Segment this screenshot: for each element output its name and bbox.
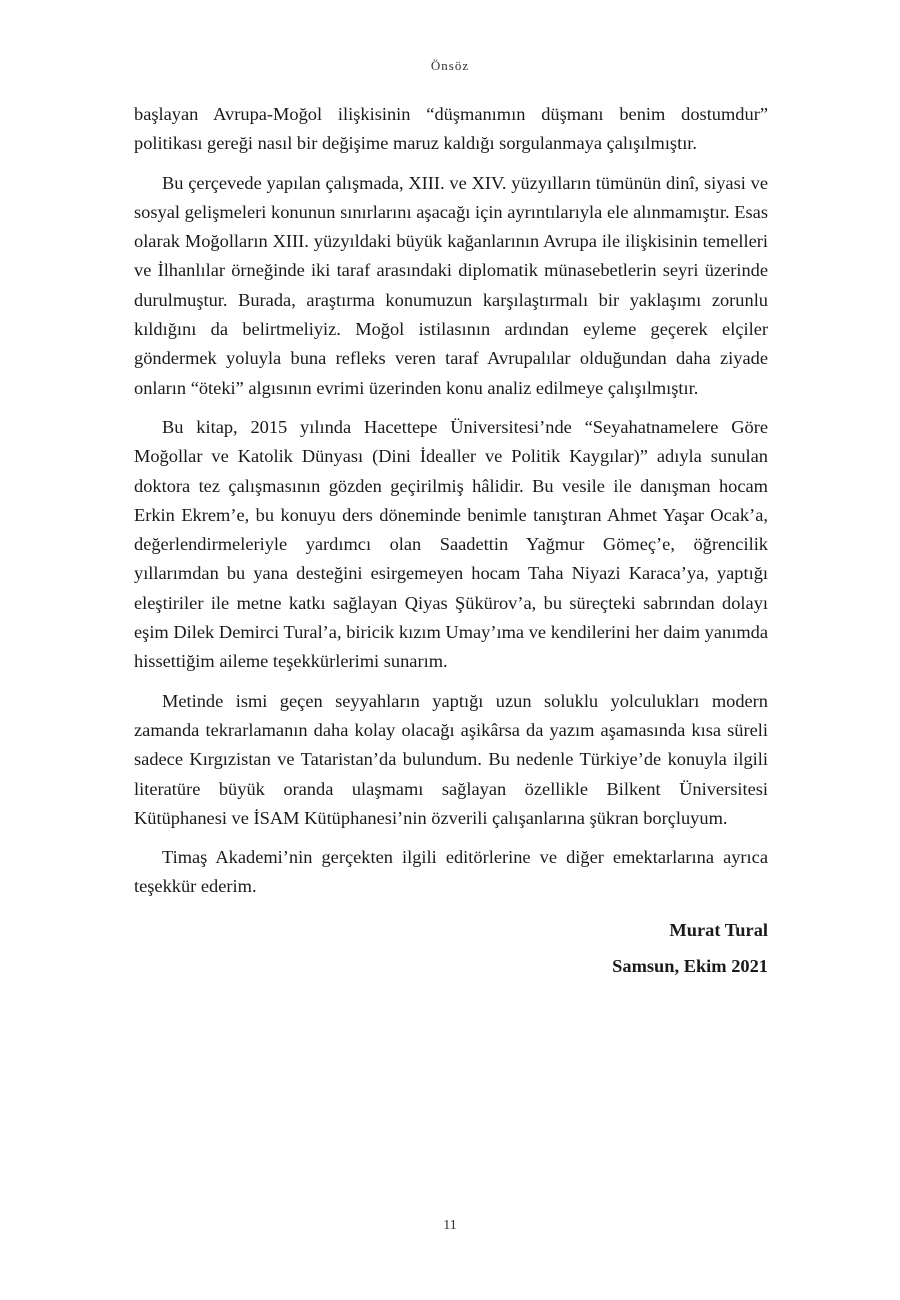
author-name: Murat Tural: [669, 919, 768, 940]
paragraph-libraries: Metinde ismi geçen seyyahların yaptığı uzun soluklu yolculukları modern zamanda tekrarlamanın daha kolay olacağı aşikârsa da yazım aşamasında kısa süreli sadece Kırgızistan ve Tataristan’da bulundum. Bu nedenle Türkiye’de konuyla ilgili literatüre büyük oranda ulaşmamı sağlayan özellikle Bilkent Üniversitesi Kütüphanesi ve İSAM Kütüphanesi’nin özverili çalışanlarına şükran borçluyum.: [134, 690, 768, 828]
paragraph-continued: başlayan Avrupa-Moğol ilişkisinin “düşmanımın düşmanı benim dostumdur” politikası gereği nasıl bir değişime maruz kaldığı sorgulanmaya çalışılmıştır.: [134, 104, 768, 154]
running-header: Önsöz: [430, 58, 470, 73]
body-text: [134, 100, 768, 984]
place-date: Samsun, Ekim 2021: [612, 955, 768, 976]
paragraph-publisher-thanks: Timaş Akademi’nin gerçekten ilgili editörlerine ve diğer emektarlarına ayrıca teşekkür ederim.: [134, 847, 768, 897]
page-number: 11: [443, 1218, 457, 1233]
signature-block: [134, 912, 768, 984]
paragraph-scope: Bu çerçevede yapılan çalışmada, XIII. ve XIV. yüzyılların tümünün dinî, siyasi ve sosyal gelişmeleri konunun sınırlarını aşacağı için ayrıntılarıyla ele alınmamıştır. Esas olarak Moğolların XIII. yüzyıldaki büyük kağanlarının Avrupa ile ilişkisinin temelleri ve İlhanlılar örneğinde iki taraf arasındaki diplomatik münasebetlerin seyri üzerinde durulmuştur. Burada, araştırma konumuzun karşılaştırmalı bir yaklaşımı zorunlu kıldığını da belirtmeliyiz. Moğol istilasının ardından eyleme geçerek elçiler göndermek yoluyla buna refleks veren taraf Avrupalılar olduğundan daha ziyade onların “öteki” algısının evrimi üzerinden konu analiz edilmeye çalışılmıştır.: [134, 172, 768, 398]
paragraph-acknowledgements: Bu kitap, 2015 yılında Hacettepe Üniversitesi’nde “Seyahatnamelere Göre Moğollar ve Katolik Dünyası (Dini İdealler ve Politik Kaygılar)” adıyla sunulan doktora tez çalışmasının gözden geçirilmiş hâlidir. Bu vesile ile danışman hocam Erkin Ekrem’e, bu konuyu ders döneminde benimle tanıştıran Ahmet Yaşar Ocak’a, değerlendirmeleriyle yardımcı olan Saadettin Yağmur Gömeç’e, öğrencilik yıllarımdan bu yana desteğini esirgemeyen hocam Taha Niyazi Karaca’ya, yaptığı eleştiriler ile metne katkı sağlayan Qiyas Şükürov’a, bu süreçteki sabrından dolayı eşim Dilek Demirci Tural’a, biricik kızım Umay’ıma ve kendilerini her daim yanımda hissettiğim aileme teşekkürlerimi sunarım.: [134, 416, 768, 672]
